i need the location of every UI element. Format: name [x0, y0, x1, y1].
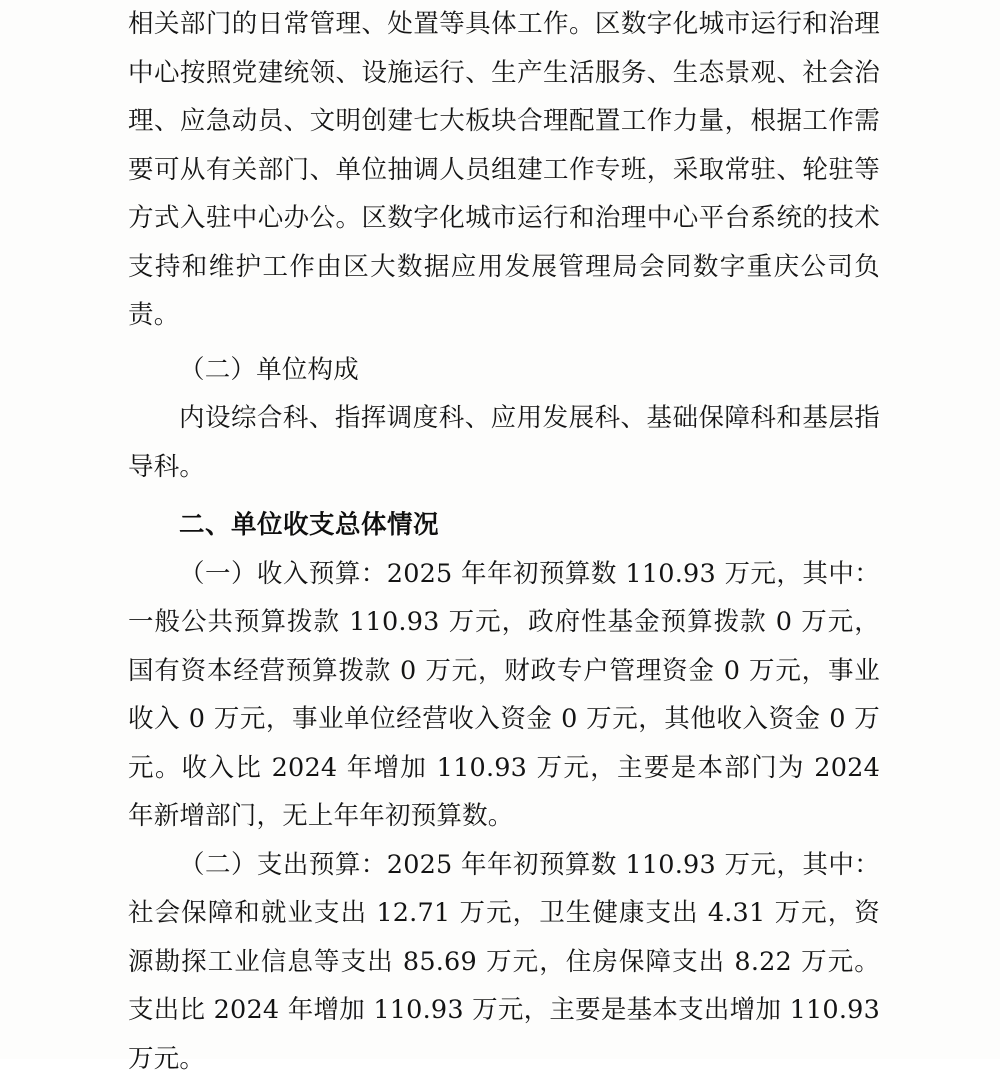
paragraph-unit-composition: 内设综合科、指挥调度科、应用发展科、基础保障科和基层指导科。	[128, 394, 880, 491]
subheading-unit-composition: （二）单位构成	[128, 346, 880, 395]
heading-spacer	[128, 491, 880, 501]
paragraph-expenditure-budget: （二）支出预算：2025 年年初预算数 110.93 万元，其中：社会保障和就业支出 12.71 万元，卫生健康支出 4.31 万元，资源勘探工业信息等支出 85.69 万元，住房保障支出 8.22 万元。支出比 2024 年增加 110.93 万元，主要是基本支出增加 110.93 万元。	[128, 841, 880, 1083]
paragraph-income-budget: （一）收入预算：2025 年年初预算数 110.93 万元，其中：一般公共预算拨款 110.93 万元，政府性基金预算拨款 0 万元，国有资本经营预算拨款 0 万元，财政专户管理资金 0 万元，事业收入 0 万元，事业单位经营收入资金 0 万元，其他收入资金 0 万元。收入比 2024 年增加 110.93 万元，主要是本部门为 2024 年新增部门，无上年年初预算数。	[128, 550, 880, 841]
paragraph-organization-duties: 相关部门的日常管理、处置等具体工作。区数字化城市运行和治理中心按照党建统领、设施运行、生产生活服务、生态景观、社会治理、应急动员、文明创建七大板块合理配置工作力量，根据工作需要可从有关部门、单位抽调人员组建工作专班，采取常驻、轮驻等方式入驻中心办公。区数字化城市运行和治理中心平台系统的技术支持和维护工作由区大数据应用发展管理局会同数字重庆公司负责。	[128, 0, 880, 340]
document-body	[128, 0, 880, 1083]
heading-revenue-expenditure-overview: 二、单位收支总体情况	[128, 501, 880, 550]
